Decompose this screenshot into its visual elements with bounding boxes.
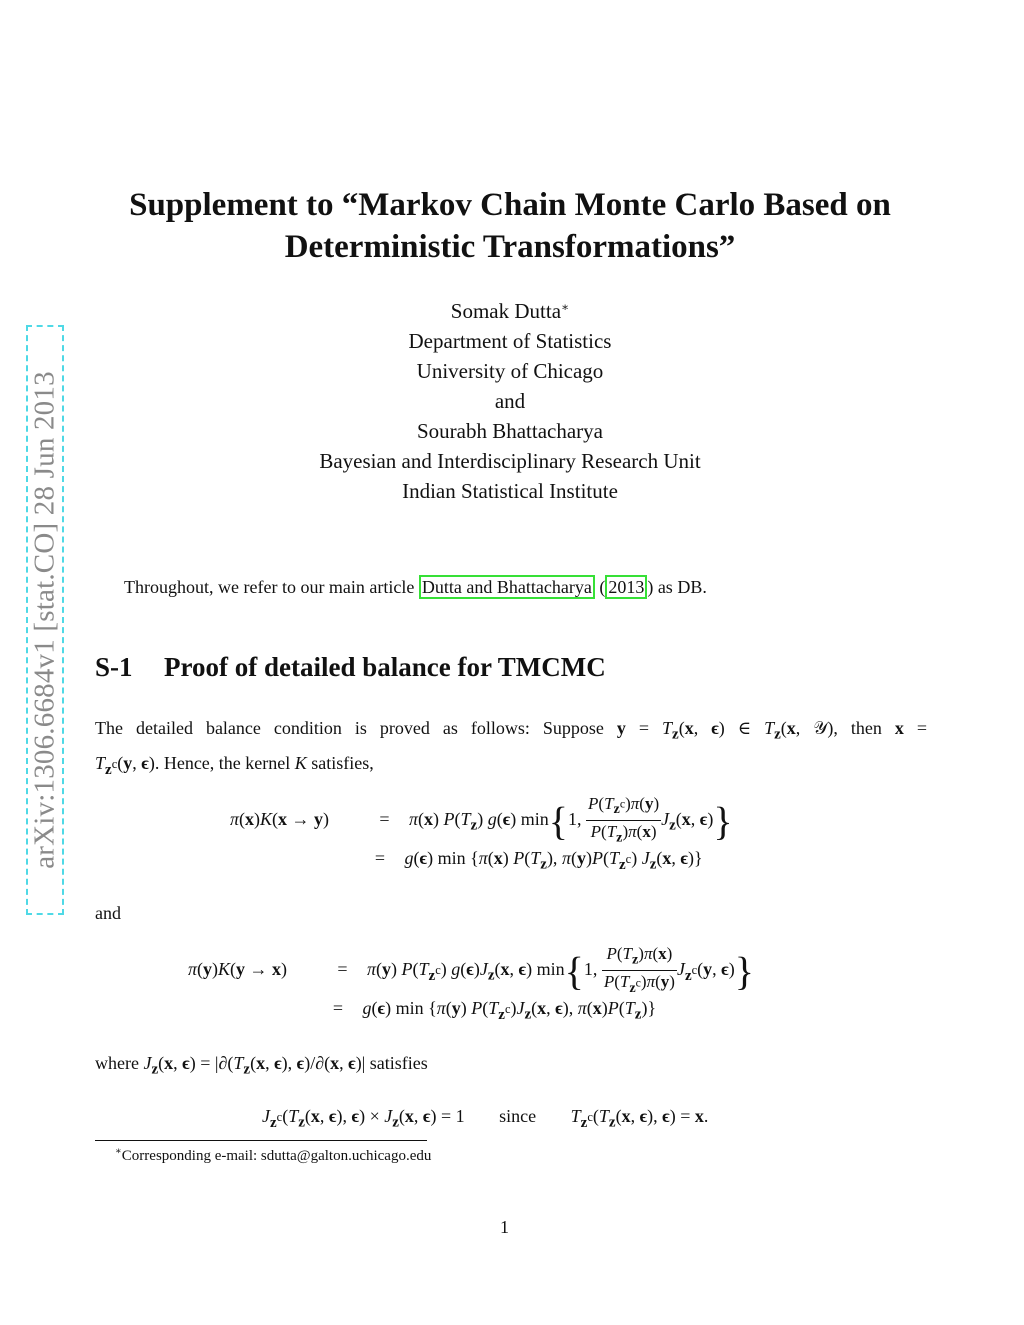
section-title: Proof of detailed balance for TMCMC (164, 652, 606, 682)
footnote-mark: ∗ (561, 300, 570, 314)
equation-2-line-1: π(y)K(y → x) = π(y) $P(T_{z^c})$ $g(\epsilon)J_z(x$, ϵ) min{1, $\frac{P(T_z)\pi(x)}{P(T_{z^c})\pi(y)}$ $J_{z^c}(y$, ϵ)} (188, 944, 754, 996)
footnote-divider (95, 1140, 427, 1141)
para-text: . Hence, the kernel (154, 753, 291, 773)
citation-link-authors[interactable]: Dutta and Bhattacharya (419, 575, 595, 599)
paragraph-line-2: $T_{z^c}(y$, ϵ). Hence, the kernel K satisfies, (95, 753, 374, 778)
para-text: , then (833, 718, 882, 738)
intro-paragraph (124, 574, 707, 600)
equation-3: $J_{z^c}(T_z(x$, ϵ), $\epsilon) \times J_z(x$, ϵ) = 1 since $T_{z^c}(T_z(x$, ϵ), ϵ) = x. (262, 1106, 709, 1131)
paper-title (60, 184, 960, 268)
equation-1-line-2: = g(ϵ) min {π(x) $P(T_z)$, $\pi(y)P(T_{z^c})$ $J_z(x$, ϵ)} (374, 848, 703, 873)
intro-paren: ( (594, 577, 606, 597)
arxiv-identifier: arXiv:1306.6684v1 [stat.CO] 28 Jun 2013 (28, 371, 61, 869)
intro-text: Throughout, we refer to our main article (124, 577, 419, 597)
intro-tail: ) as DB. (647, 577, 707, 597)
para-text: The detailed balance condition is proved as follows: Suppose (95, 718, 604, 738)
page-number: 1 (500, 1217, 509, 1237)
where-suffix: satisfies (369, 1053, 428, 1073)
author-separator: and (494, 389, 526, 413)
equation-1-line-1: π(x)K(x → y) = π(x) $P(T_z)$ g(ϵ) min{1, $\frac{P(T_{z^c})\pi(y)}{P(T_z)\pi(x)}$ $J_z(x$, ϵ)} (230, 794, 733, 846)
section-heading (95, 652, 606, 683)
where-line: where $J_z(x$, $\epsilon) = |\partial(T_z(x$, ϵ), ϵ)/∂(x, ϵ)| satisfies (95, 1053, 428, 1078)
title-line-1: Supplement to “Markov Chain Monte Carlo Based on (129, 187, 891, 223)
and-connector: and (95, 903, 121, 923)
arxiv-side-stamp (26, 325, 64, 915)
footnote (115, 1146, 431, 1165)
affiliation-dept: Department of Statistics (408, 329, 612, 353)
author-1-name: Somak Dutta (450, 299, 562, 323)
para-text: satisfies, (311, 753, 374, 773)
author-2: Sourabh Bhattacharya (416, 419, 604, 443)
equation-2-line-2: = g(ϵ) min {π(y) $P(T_{z^c})J_z(x$, ϵ), $\pi(x)P(T_z)$} (332, 998, 657, 1023)
section-number: S-1 (95, 652, 133, 682)
author-1 (210, 296, 810, 326)
footnote-marker: ∗ (115, 1146, 122, 1157)
paragraph-line-1: The detailed balance condition is proved as follows: Suppose $y = T_z(x$, ϵ) ∈ $T_z(x$, 𝒴), then x = (95, 718, 928, 743)
where-prefix: where (95, 1053, 139, 1073)
author-block (210, 296, 810, 506)
citation-link-year[interactable]: 2013 (605, 575, 647, 599)
since-word: since (499, 1106, 537, 1126)
footnote-text: Corresponding e-mail: sdutta@galton.uchicago.edu (121, 1148, 432, 1164)
affiliation-univ: University of Chicago (416, 359, 604, 383)
title-line-2: Deterministic Transformations” (284, 229, 736, 265)
affiliation-institute: Indian Statistical Institute (402, 479, 618, 503)
affiliation-unit: Bayesian and Interdisciplinary Research Unit (319, 449, 701, 473)
